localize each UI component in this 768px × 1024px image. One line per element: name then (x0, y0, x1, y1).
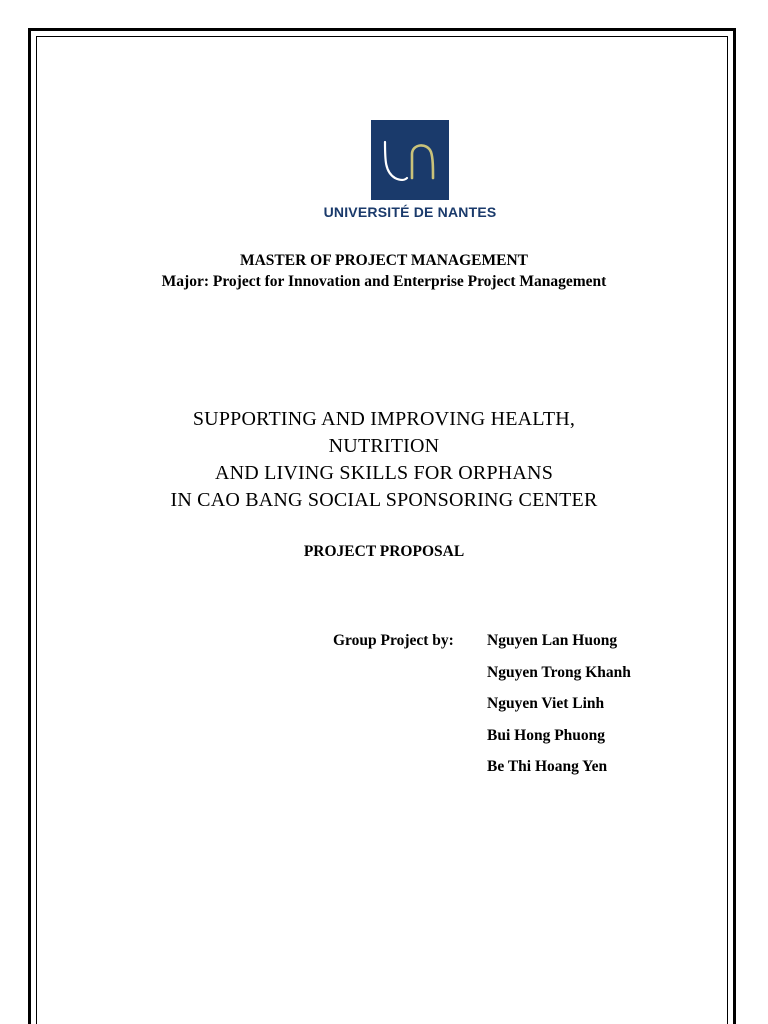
title-line-4: IN CAO BANG SOCIAL SPONSORING CENTER (170, 489, 598, 511)
member-list (487, 632, 631, 790)
project-title (40, 406, 728, 514)
university-logo (371, 120, 449, 200)
degree-title: MASTER OF PROJECT MANAGEMENT (239, 252, 529, 269)
title-line-2: NUTRITION (328, 435, 440, 457)
member-name: Nguyen Viet Linh (487, 695, 605, 712)
university-name: UNIVERSITÉ DE NANTES (323, 204, 497, 220)
degree-block (40, 250, 728, 292)
member-name: Nguyen Trong Khanh (487, 663, 631, 681)
member-name: Be Thi Hoang Yen (487, 758, 608, 775)
member-name: Nguyen Lan Huong (487, 632, 618, 649)
title-line-1: SUPPORTING AND IMPROVING HEALTH, (192, 408, 576, 430)
title-line-3: AND LIVING SKILLS FOR ORPHANS (214, 462, 554, 484)
document-type: PROJECT PROPOSAL (303, 543, 465, 560)
member-name: Bui Hong Phuong (487, 726, 606, 744)
group-label: Group Project by: (333, 632, 454, 649)
degree-major: Major: Project for Innovation and Enterprise Project Management (161, 273, 607, 290)
